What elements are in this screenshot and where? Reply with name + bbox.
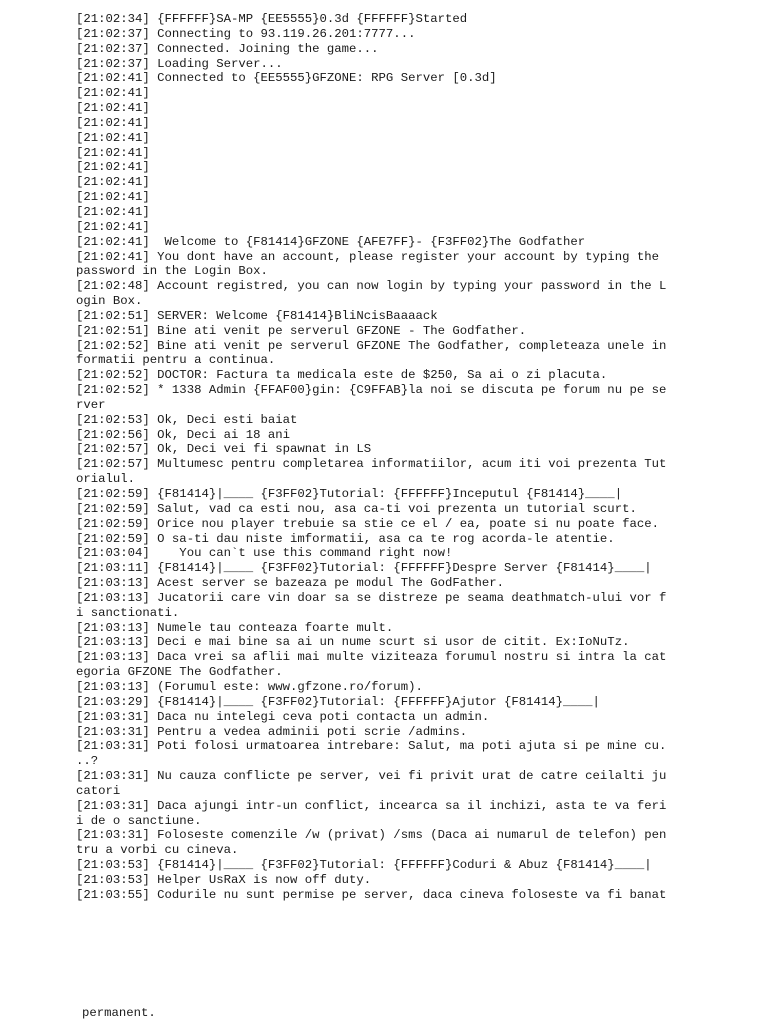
log-line: [21:02:57] Multumesc pentru completarea informatiilor, acum iti voi prezenta Tut: [76, 457, 667, 472]
log-line: egoria GFZONE The Godfather.: [76, 665, 283, 680]
log-line: [21:03:53] Helper UsRaX is now off duty.: [76, 872, 372, 887]
log-line: [21:03:31] Pentru a vedea adminii poti scrie /admins.: [76, 724, 468, 739]
log-line: [21:02:59] O sa-ti dau niste imformatii, asa ca te rog acorda-le atentie.: [76, 531, 615, 546]
log-line: [21:02:59] Orice nou player trebuie sa stie ce el / ea, poate si nu poate face.: [76, 516, 659, 531]
log-line: [21:02:52] * 1338 Admin {FFAF00}gin: {C9FFAB}la noi se discuta pe forum nu pe se: [76, 383, 667, 398]
log-line: [21:03:13] Deci e mai bine sa ai un nume scurt si usor de citit. Ex:IoNuTz.: [76, 635, 630, 650]
log-line: [21:02:41]: [76, 219, 150, 234]
log-line: rver: [76, 397, 106, 412]
log-line: [21:02:41]: [76, 145, 150, 160]
log-line: [21:02:41] You dont have an account, please register your account by typing the: [76, 249, 659, 264]
log-line: [21:02:41]: [76, 160, 150, 175]
log-line: ..?: [76, 754, 99, 769]
log-continuation-line: permanent.: [82, 1006, 156, 1020]
log-line: tru a vorbi cu cineva.: [76, 843, 239, 858]
log-line: orialul.: [76, 472, 136, 487]
log-line: [21:02:41]: [76, 130, 150, 145]
log-line: [21:03:55] Codurile nu sunt permise pe server, daca cineva foloseste va fi banat: [76, 887, 667, 902]
log-line: [21:02:41]: [76, 190, 150, 205]
log-line: [21:02:59] Salut, vad ca esti nou, asa ca-ti voi prezenta un tutorial scurt.: [76, 501, 637, 516]
log-line: [21:02:41]: [76, 115, 150, 130]
log-line: [21:03:31] Daca ajungi intr-un conflict, incearca sa il inchizi, asta te va feri: [76, 798, 667, 813]
log-line: [21:02:48] Account registred, you can now login by typing your password in the L: [76, 279, 667, 294]
log-line: [21:03:13] Numele tau conteaza foarte mult.: [76, 620, 394, 635]
log-line: [21:02:34] {FFFFFF}SA-MP {EE5555}0.3d {FFFFFF}Started: [76, 12, 468, 26]
log-line: [21:02:56] Ok, Deci ai 18 ani: [76, 427, 291, 442]
log-line: password in the Login Box.: [76, 264, 268, 279]
log-line: [21:02:41] Welcome to {F81414}GFZONE {AFE7FF}- {F3FF02}The Godfather: [76, 234, 586, 249]
log-line: [21:02:51] SERVER: Welcome {F81414}BliNcisBaaaack: [76, 308, 438, 323]
log-line: [21:03:29] {F81414}|____ {F3FF02}Tutorial: {FFFFFF}Ajutor {F81414}____|: [76, 694, 600, 709]
log-line: formatii pentru a continua.: [76, 353, 276, 368]
log-line: [21:03:13] Acest server se bazeaza pe modul The GodFather.: [76, 576, 505, 591]
log-line: [21:02:52] DOCTOR: Factura ta medicala este de $250, Sa ai o zi placuta.: [76, 368, 608, 383]
log-line: [21:02:41]: [76, 204, 150, 219]
log-line: [21:03:31] Poti folosi urmatoarea intrebare: Salut, ma poti ajuta si pe mine cu.: [76, 739, 667, 754]
log-line: [21:03:31] Foloseste comenzile /w (privat) /sms (Daca ai numarul de telefon) pen: [76, 828, 667, 843]
log-line: [21:03:04] You can`t use this command right now!: [76, 546, 453, 561]
log-line: [21:03:31] Daca nu intelegi ceva poti contacta un admin.: [76, 709, 490, 724]
log-line: [21:03:13] (Forumul este: www.gfzone.ro/forum).: [76, 679, 423, 694]
log-line: [21:02:41] Connected to {EE5555}GFZONE: RPG Server [0.3d]: [76, 71, 497, 86]
log-line: [21:02:37] Connected. Joining the game...: [76, 41, 379, 56]
log-line: [21:03:53] {F81414}|____ {F3FF02}Tutorial: {FFFFFF}Coduri & Abuz {F81414}____|: [76, 858, 652, 873]
log-line: [21:03:13] Daca vrei sa aflii mai multe viziteaza forumul nostru si intra la cat: [76, 650, 667, 665]
log-line: [21:02:51] Bine ati venit pe serverul GFZONE - The Godfather.: [76, 323, 527, 338]
chat-log: [76, 12, 686, 903]
log-line: [21:02:41]: [76, 86, 150, 101]
log-line: [21:02:41]: [76, 101, 150, 116]
log-line: [21:02:41]: [76, 175, 150, 190]
log-line: i de o sanctiune.: [76, 813, 202, 828]
log-line: [21:02:52] Bine ati venit pe serverul GFZONE The Godfather, completeaza unele in: [76, 338, 667, 353]
log-line: [21:03:11] {F81414}|____ {F3FF02}Tutorial: {FFFFFF}Despre Server {F81414}____|: [76, 561, 652, 576]
log-line: [21:02:53] Ok, Deci esti baiat: [76, 412, 298, 427]
log-line: catori: [76, 783, 121, 798]
log-line: ogin Box.: [76, 294, 143, 309]
log-line: [21:02:59] {F81414}|____ {F3FF02}Tutorial: {FFFFFF}Inceputul {F81414}____|: [76, 487, 623, 501]
log-line: i sanctionati.: [76, 605, 180, 620]
log-line: [21:03:31] Nu cauza conflicte pe server, vei fi privit urat de catre ceilalti ju: [76, 769, 667, 784]
log-line: [21:03:13] Jucatorii care vin doar sa se distreze pe seama deathmatch-ului vor f: [76, 590, 667, 605]
log-line: [21:02:37] Loading Server...: [76, 56, 283, 71]
log-line: [21:02:57] Ok, Deci vei fi spawnat in LS: [76, 442, 372, 457]
log-line: [21:02:37] Connecting to 93.119.26.201:7777...: [76, 26, 416, 41]
